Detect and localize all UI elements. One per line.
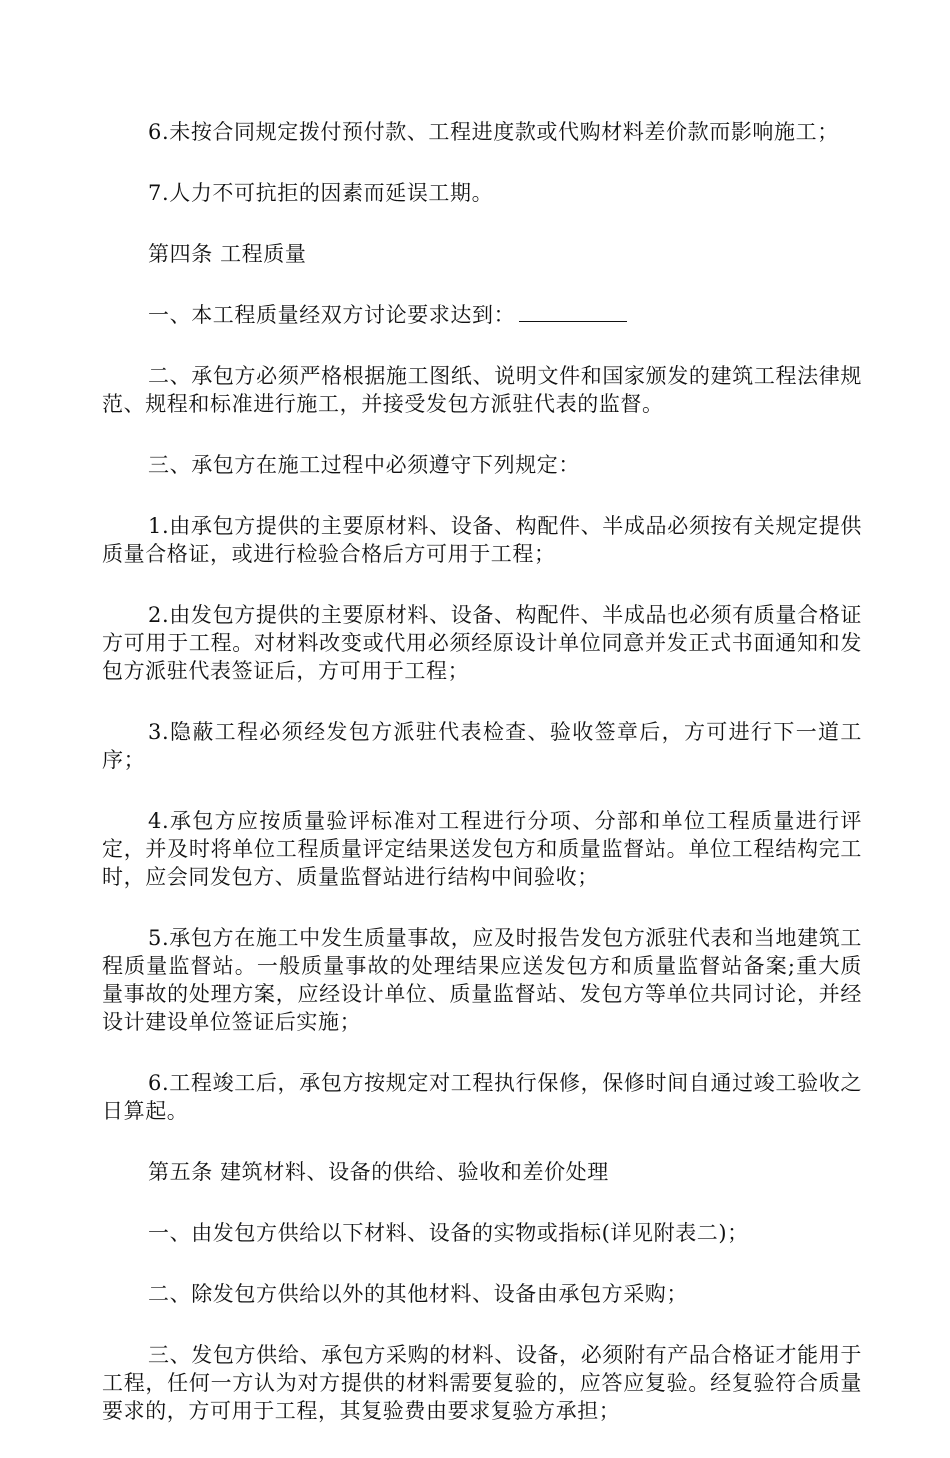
document-page xyxy=(102,118,862,1458)
paragraph-rule-5: 5.承包方在施工中发生质量事故，应及时报告发包方派驻代表和当地建筑工程质量监督站。一般质量事故的处理结果应送发包方和质量监督站备案;重大质量事故的处理方案，应经设计单位、质量监督站、发包方等单位共同讨论，并经设计建设单位签证后实施； xyxy=(102,926,862,1034)
paragraph-rule-6: 6.工程竣工后，承包方按规定对工程执行保修，保修时间自通过竣工验收之日算起。 xyxy=(102,1071,862,1123)
paragraph-quality-target xyxy=(102,301,862,329)
section-heading-article-5: 第五条 建筑材料、设备的供给、验收和差价处理 xyxy=(148,1160,609,1184)
section-heading-article-4: 第四条 工程质量 xyxy=(148,242,307,266)
paragraph-rule-1: 1.由承包方提供的主要原材料、设备、构配件、半成品必须按有关规定提供质量合格证，或进行检验合格后方可用于工程； xyxy=(102,514,862,566)
quality-target-text: 一、本工程质量经双方讨论要求达到： xyxy=(148,303,516,327)
quality-target-blank xyxy=(519,301,627,322)
paragraph-rule-3: 3.隐蔽工程必须经发包方派驻代表检查、验收签章后，方可进行下一道工序； xyxy=(102,720,862,772)
paragraph-contractor-rules: 三、承包方在施工过程中必须遵守下列规定： xyxy=(148,453,580,477)
paragraph-rule-2: 2.由发包方提供的主要原材料、设备、构配件、半成品也必须有质量合格证方可用于工程。对材料改变或代用必须经原设计单位同意并发正式书面通知和发包方派驻代表签证后，方可用于工程； xyxy=(102,603,862,683)
paragraph-materials-inspection: 三、发包方供给、承包方采购的材料、设备，必须附有产品合格证才能用于工程，任何一方认为对方提供的材料需要复验的，应答应复验。经复验符合质量要求的，方可用于工程，其复验费由要求复验方承担； xyxy=(102,1343,862,1423)
paragraph-materials-supply: 一、由发包方供给以下材料、设备的实物或指标(详见附表二)； xyxy=(148,1221,749,1245)
paragraph-materials-purchase: 二、除发包方供给以外的其他材料、设备由承包方采购； xyxy=(148,1282,688,1306)
paragraph-item-7-force-majeure: 7.人力不可抗拒的因素而延误工期。 xyxy=(148,181,494,205)
paragraph-item-6-payment: 6.未按合同规定拨付预付款、工程进度款或代购材料差价款而影响施工； xyxy=(148,120,839,144)
paragraph-construction-standards: 二、承包方必须严格根据施工图纸、说明文件和国家颁发的建筑工程法律规范、规程和标准进行施工，并接受发包方派驻代表的监督。 xyxy=(102,364,862,416)
paragraph-rule-4: 4.承包方应按质量验评标准对工程进行分项、分部和单位工程质量进行评定，并及时将单位工程质量评定结果送发包方和质量监督站。单位工程结构完工时，应会同发包方、质量监督站进行结构中间验收； xyxy=(102,809,862,889)
